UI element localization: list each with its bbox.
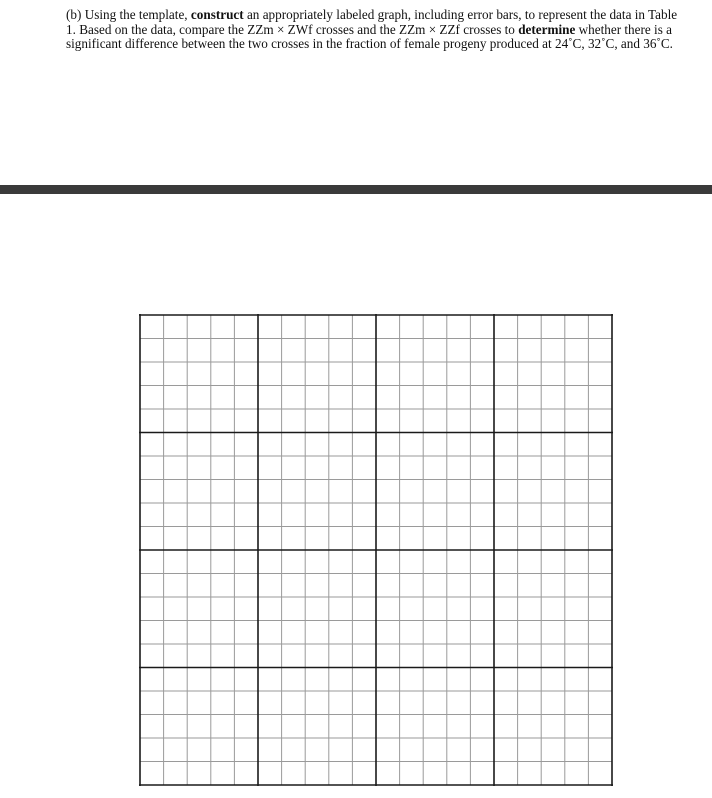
question-segment: crosses and the — [312, 21, 400, 37]
times-symbol: × — [276, 21, 285, 37]
cross-2-male: ZZm — [399, 21, 426, 37]
question-part-label: (b) — [66, 7, 82, 22]
cross-1-female: ZWf — [287, 21, 313, 37]
question-segment: crosses to — [459, 21, 519, 37]
question-segment: whether there is a significant difference between the two crosses in the fraction of female progeny produced at — [66, 21, 672, 52]
graph-template — [139, 314, 613, 786]
question-segment: an appropriately labeled graph, including error bars, to represent the data in Table 1. Based on the data, compare the — [66, 7, 678, 37]
times-symbol: × — [428, 21, 437, 37]
question-text — [66, 8, 678, 52]
section-divider — [0, 185, 712, 194]
keyword-construct: construct — [190, 7, 244, 22]
cross-1-male: ZZm — [247, 21, 274, 37]
question-segment: Using the template, — [81, 7, 191, 22]
graph-grid — [139, 314, 613, 786]
cross-2-female: ZZf — [439, 21, 460, 37]
keyword-determine: determine — [518, 21, 576, 37]
temperatures: 24˚C, 32˚C, and 36˚C. — [554, 36, 673, 52]
